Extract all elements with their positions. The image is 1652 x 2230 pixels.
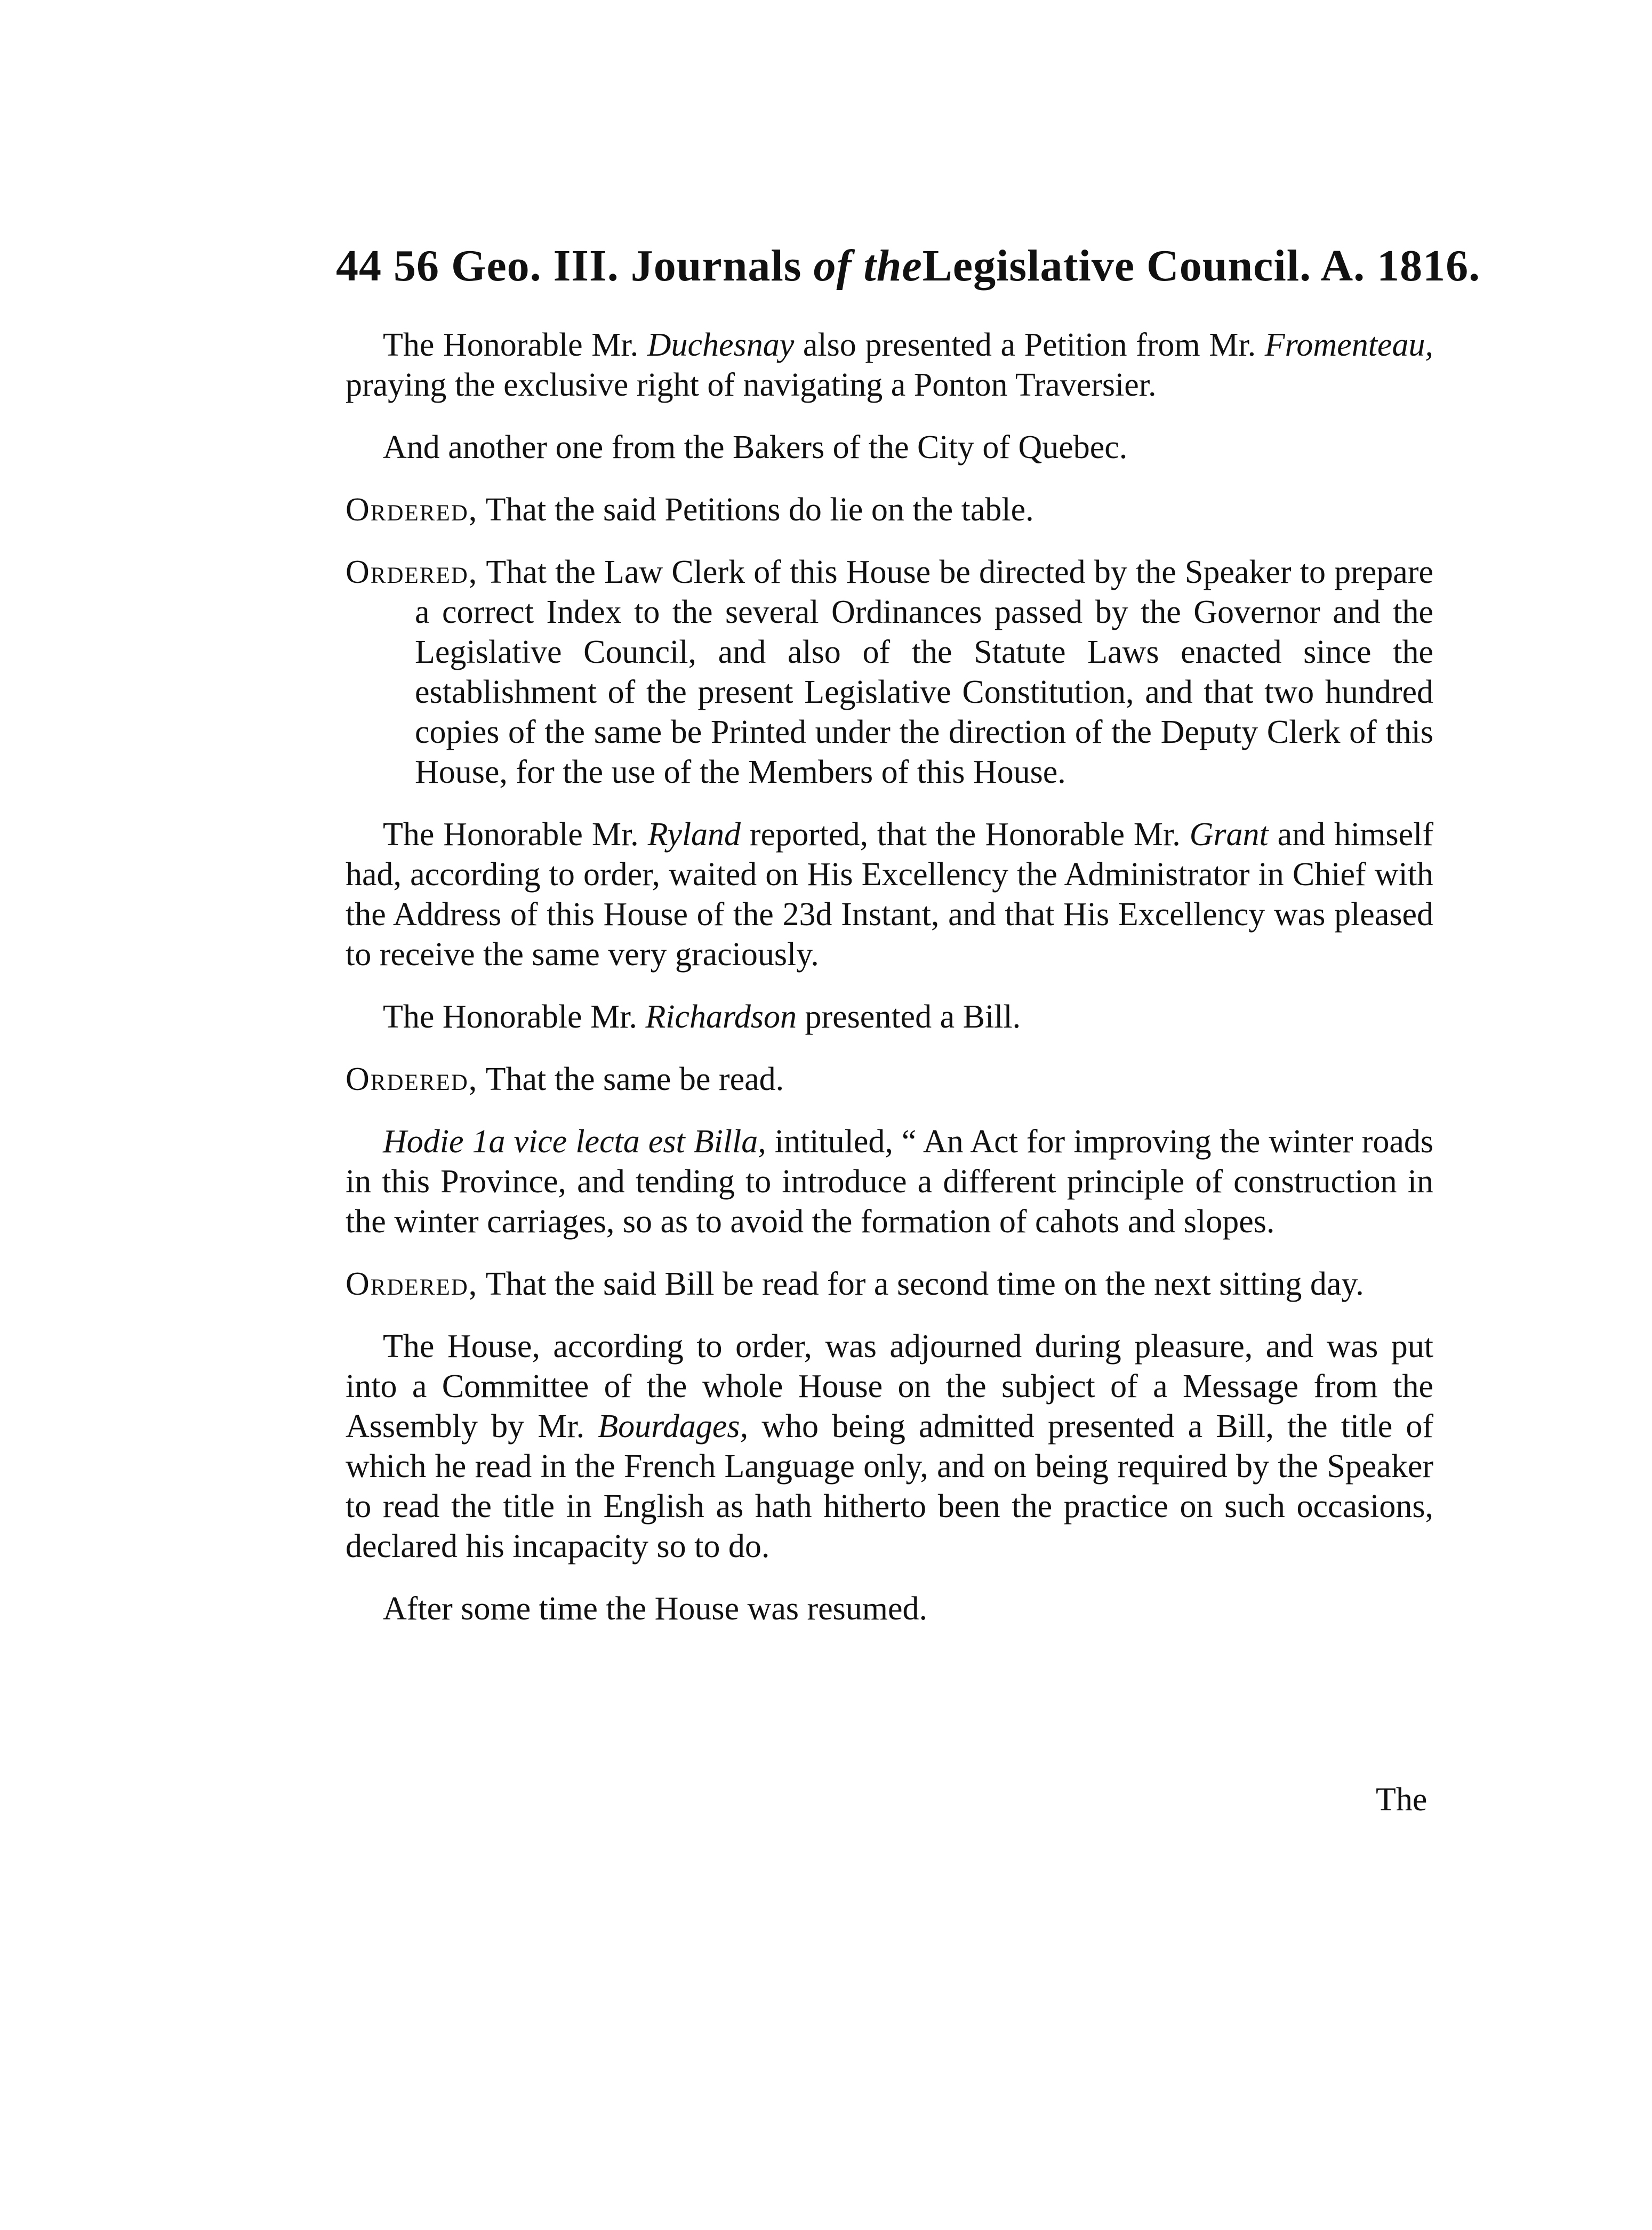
ordered-label: Ordered,: [346, 1061, 478, 1097]
running-header: [336, 240, 1481, 292]
text-span: The House, according to order, was adjourned during pleasure, and was put into a Committee of the whole House on the subject of a Message from the Assembly by Mr.: [346, 1328, 1433, 1445]
regnal-year: 56 Geo. III.: [394, 241, 619, 291]
header-year: A. 1816.: [1320, 241, 1481, 291]
text-span: That the same be read.: [478, 1061, 784, 1097]
name-grant: Grant: [1189, 816, 1269, 853]
text-span: intituled, “ An Act for improving the winter roads in this Province, and tending to introduce a different principle of construction in the winter carriages, so as to avoid the formation of cahots and slopes.: [346, 1124, 1433, 1240]
paragraph-committee: [346, 1327, 1433, 1567]
journal-title-a: Journals: [630, 241, 802, 291]
name-duchesnay: Duchesnay: [647, 327, 795, 363]
text-span: The Honorable Mr.: [383, 999, 646, 1035]
text-span: That the said Bill be read for a second time on the next sitting day.: [478, 1266, 1364, 1302]
paragraph-first-reading: [346, 1122, 1433, 1242]
name-fromenteau: Fromenteau,: [1264, 327, 1433, 363]
paragraph-richardson-bill: [346, 997, 1433, 1037]
ordered-label: Ordered,: [346, 1266, 478, 1302]
paragraph-ordered-index: [346, 552, 1433, 792]
paragraph-petition-fromenteau: [346, 325, 1433, 405]
catchword: The: [1376, 1782, 1428, 1818]
ordered-label: Ordered,: [346, 492, 478, 528]
journal-body: [346, 325, 1433, 1651]
ordered-label: Ordered,: [346, 554, 478, 590]
text-span: reported, that the Honorable Mr.: [741, 816, 1190, 853]
journal-title-c: Legislative Council.: [922, 241, 1312, 291]
paragraph-bakers-petition: And another one from the Bakers of the City of Quebec.: [383, 429, 1128, 466]
paragraph-resumed: After some time the House was resumed.: [383, 1591, 928, 1627]
paragraph-ordered-second-reading: [346, 1264, 1433, 1304]
paragraph-ordered-petitions: [346, 490, 1433, 530]
text-span: praying the exclusive right of navigating a Ponton Traversier.: [346, 367, 1157, 403]
name-bourdages: Bourdages,: [598, 1408, 749, 1445]
name-richardson: Richardson: [645, 999, 797, 1035]
text-span: who being admitted presented a Bill, the title of which he read in the French Language only, and on being required by the Speaker to read the title in English as hath hitherto been the practice on such occasions, declared his incapacity so to do.: [346, 1408, 1434, 1565]
text-span: The Honorable Mr.: [383, 327, 647, 363]
page-number: 44: [336, 241, 382, 291]
text-span: That the said Petitions do lie on the table.: [478, 492, 1034, 528]
latin-phrase: Hodie 1a vice lecta est Billa,: [383, 1124, 766, 1160]
name-ryland: Ryland: [647, 816, 741, 853]
text-span: also presented a Petition from Mr.: [794, 327, 1265, 363]
text-span: and himself had, according to order, waited on His Excellency the Administrator in Chief with the Address of this House of the 23d Instant, and that His Excellency was pleased to receive the same very graciously.: [346, 816, 1434, 973]
journal-title-b: of the: [813, 241, 923, 291]
paragraph-ryland-report: [346, 815, 1433, 975]
text-span: The Honorable Mr.: [383, 816, 648, 853]
text-span: presented a Bill.: [797, 999, 1021, 1035]
paragraph-ordered-read: [346, 1060, 1433, 1100]
text-span: That the Law Clerk of this House be directed by the Speaker to prepare a correct Index to the several Ordinances passed by the Governor and the Legislative Council, and also of the Statute Laws enacted since the establishment of the present Legislative Constitution, and that two hundred copies of the same be Printed under the direction of the Deputy Clerk of this House, for the use of the Members of this House.: [415, 554, 1433, 790]
